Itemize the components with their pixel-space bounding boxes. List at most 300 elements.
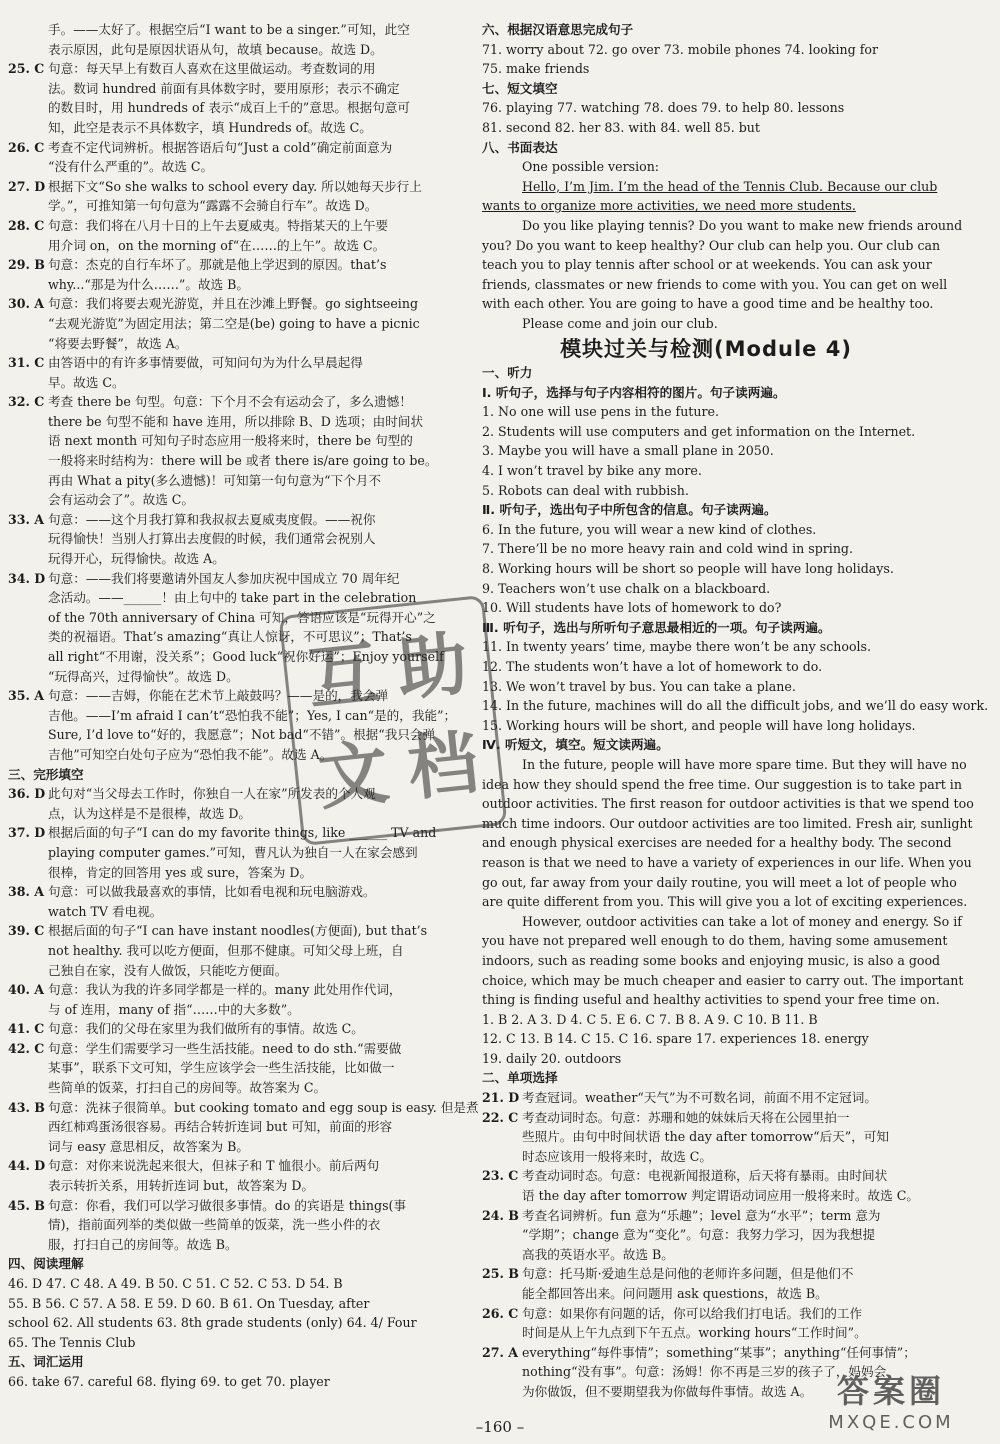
line-text: 八、书面表达 [482,139,558,155]
line-text: you? Do you want to keep healthy? Our club can help you. Our club can [482,237,941,253]
line-text: everything“每件事情”；something“某事”；anything“任何事情”； [522,1344,916,1360]
text-line [8,334,466,354]
line-text: friends, classmates or new friends to come with you. You can get on well [482,276,948,292]
line-text: Please come and join our club. [522,315,718,331]
text-line [482,637,930,657]
line-text: 些简单的饭菜，打扫自己的房间等。故答案为 C。 [48,1080,327,1096]
text-line [482,1108,930,1128]
text-line [8,1019,466,1039]
text-line [482,1206,930,1226]
line-text: 句意：对你来说洗起来很大，但袜子和 T 恤很小。前后两句 [48,1158,380,1174]
text-line [8,1372,466,1392]
text-line [8,1333,466,1353]
line-text: 学。”，可推知第一句句意为“露露不会骑自行车”。故选 D。 [48,198,378,214]
line-text: school 62. All students 63. 8th grade students (only) 64. 4/ Four [8,1315,417,1331]
answer-number: 27. A [482,1344,519,1360]
line-text: 1. No one will use pens in the future. [482,404,719,420]
text-line [482,990,940,1010]
answer-number: 34. D [8,570,46,586]
text-line [482,794,974,814]
line-text: “学期”；change 意为“变化”。句意：我努力学习，因为我想提 [522,1227,876,1243]
line-text: 46. D 47. C 48. A 49. B 50. C 51. C 52. C 53. D 54. B [8,1276,343,1291]
line-text: 句意：我们将要去观光游览，并且在沙滩上野餐。go sightseeing [48,296,419,312]
line-text: 12. The students won’t have a lot of homework to do. [482,659,823,674]
text-line [8,510,466,530]
line-text: 11. In twenty years’ time, maybe there won’t be any schools. [482,639,872,655]
text-line [8,1215,466,1235]
line-text: 13. We won’t travel by bus. You can take a plane. [482,678,796,694]
answer-number: 40. A [8,982,45,998]
line-text: teach you to play tennis after school or at weekends. You can ask your [482,257,932,273]
section-heading [482,79,930,99]
text-line [482,853,972,873]
section-heading [482,618,930,638]
line-text: 考查名词辨析。fun 意为“乐趣”；level 意为“水平”；term 意为 [522,1207,881,1223]
answer-number: 42. C [8,1040,45,1056]
answer-number: 36. D [8,786,46,802]
line-text: 9. Teachers won’t use chalk on a blackboard. [482,580,771,596]
line-text: 81. second 82. her 83. with 84. well 85. but [482,119,760,135]
line-text: 早。故选 C。 [48,374,125,390]
text-line [482,598,930,618]
line-text: “玩得高兴，过得愉快”。故选 D。 [48,668,239,684]
text-line [482,833,952,853]
answer-number: 24. B [482,1207,519,1223]
line-text: 句意：我们的父母在家里为我们做所有的事情。故选 C。 [48,1021,364,1037]
section-heading [482,383,930,403]
text-line [8,1137,466,1157]
text-line [482,402,930,422]
line-text: 根据后面的句子“I can do my favorite things, like ______ TV and [48,825,437,841]
line-text: 吉他。——I’m afraid I can’t“恐怕我不能”；Yes, I can“是的，我能”； [48,707,457,723]
line-text: 句意：——这个月我打算和我叔叔去夏威夷度假。——祝你 [48,511,376,527]
text-line [482,255,930,275]
line-text: why...“那是为什么……”。故选 B。 [48,276,250,292]
text-line [482,422,930,442]
line-text: 句意：我们将在八月十日的上午去夏威夷。特指某天的上午要 [48,217,389,233]
text-line [8,490,466,510]
section-heading [482,138,930,158]
line-text: 点，认为这样是不是很棒，故选 D。 [48,805,252,821]
line-text: 一、听力 [482,365,533,381]
text-line [482,873,957,893]
line-text: 4. I won’t travel by bike any more. [482,463,702,479]
line-text: 的数目时，用 hundreds of 表示“成百上千的”意思。根据句意可 [48,100,410,116]
section-heading [482,20,930,40]
page-number: –160 – [475,1418,525,1436]
text-line [482,775,962,795]
text-line [482,1049,930,1069]
answer-number: 23. C [482,1168,519,1184]
text-line [8,1176,466,1196]
line-text: 能全都回答出来。问问题用 ask questions，故选 B。 [522,1286,828,1301]
text-line [8,451,466,471]
text-line [482,157,930,177]
line-text: 1. B 2. A 3. D 4. C 5. E 6. C 7. B 8. A 9. C 10. B 11. B [482,1011,818,1027]
line-text: 7. There’ll be no more heavy rain and cold wind in spring. [482,541,853,557]
line-text: outdoor activities. The first reason for outdoor activities is that we spend too [482,796,974,812]
line-text: 由答语中的有许多事情要做，可知问句为为什么早晨起得 [48,355,363,371]
line-text: Ⅰ. 听句子，选择与句子内容相符的图片。句子读两遍。 [482,384,786,400]
line-text: 句意：——吉姆，你能在艺术节上敲鼓吗？——是的，我会弹 [48,688,389,704]
line-text: Ⅳ. 听短文，填空。短文读两遍。 [482,737,669,753]
stamp-char: 文 [314,730,393,820]
answer-number: 41. C [8,1021,45,1037]
stamp-char: 助 [393,621,472,711]
line-text: 句意：可以做我最喜欢的事情，比如看电视和玩电脑游戏。 [48,884,376,900]
text-line [482,1166,930,1186]
answer-number: 31. C [8,355,45,371]
line-text: you have not prepared well enough to do them, having some amusement [482,933,948,949]
line-text: 与 of 连用，many of 指“……中的大多数”。 [48,1001,300,1017]
text-line [8,431,466,451]
line-text: 5. Robots can deal with rubbish. [482,482,689,498]
text-line [8,157,466,177]
text-line [482,755,967,775]
text-line [8,40,466,60]
line-text: “去观光游览”为固定用法；第二空是(be) going to have a picnic [48,315,420,331]
line-text: 类的祝福语。That’s amazing“真让人惊讶，不可思议”；That’s [48,629,412,645]
text-line [8,216,466,236]
line-text: 一般将来时结构为：there will be 或者 there is/are going to be。 [48,453,438,469]
text-line [8,843,466,863]
line-text: 服，打扫自己的房间等。故选 B。 [48,1236,238,1252]
text-line [482,314,930,334]
text-line [8,549,466,569]
text-line [8,471,466,491]
line-text: 考查 there be 句型。句意：下个月不会有运动会了，多么遗憾！ [48,394,412,410]
line-text: 语 next month 可知句子时态应用一般将来时，there be 句型的 [48,433,413,449]
line-text: 根据下文“So she walks to school every day. 所以她每天步行上 [48,178,422,194]
text-line [8,1058,466,1078]
text-line [482,40,930,60]
text-line [482,59,930,79]
text-line [482,461,930,481]
text-line [8,569,466,589]
text-line [8,1078,466,1098]
line-text: 此句对“当父母去工作时，你独自一人在家”所发表的个人观 [48,786,376,802]
text-line [8,980,466,1000]
text-line [482,1029,930,1049]
line-text: 表示转折关系，用转折连词 but，故答案为 D。 [48,1178,315,1194]
line-text: 时间是从上午九点到下午五点。working hours“工作时间”。 [522,1325,867,1341]
answer-number: 43. B [8,1099,45,1115]
text-line [8,902,466,922]
line-text: 西红柿鸡蛋汤很容易。再结合转折连词 but 可知，前面的形容 [48,1119,393,1135]
text-line [8,353,466,373]
section-heading [482,363,930,383]
logo-text: 答案圈 [836,1372,945,1410]
line-text: 句意：你看，我们可以学习做很多事情。do 的宾语是 things(事 [48,1197,407,1213]
line-text: are quite different from you. This will give you a lot of exciting experiences. [482,894,968,910]
line-text: 高我的英语水平。故选 B。 [522,1246,674,1262]
line-text: go out, far away from your daily routine, you will meet a lot of people who [482,874,957,890]
line-text: Hello, I’m Jim. I’m the head of the Tennis Club. Because our club [522,178,938,194]
line-text: Ⅱ. 听句子，选出句子中所包含的信息。句子读两遍。 [482,502,777,518]
line-text: Do you like playing tennis? Do you want to make new friends around [522,217,963,233]
module-heading: 模块过关与检测(Module 4) [560,336,852,361]
text-line [8,20,466,40]
line-text: 55. B 56. C 57. A 58. E 59. D 60. B 61. On Tuesday, after [8,1295,370,1311]
text-line [482,520,930,540]
line-text: not healthy. 我可以吃方便面，但那不健康。可知父母上班，自 [48,942,404,958]
text-line [8,79,466,99]
text-line [8,529,466,549]
text-line [8,1156,466,1176]
text-line [482,294,934,314]
watermark-stamp [278,595,507,846]
text-line [482,951,941,971]
line-text: 用介词 on，on the morning of“在……的上午”。故选 C。 [48,237,386,253]
answer-number: 44. D [8,1158,46,1174]
line-text: 玩得开心，玩得愉快。故选 A。 [48,551,225,567]
line-text: 75. make friends [482,61,590,77]
line-text: 五、词汇运用 [8,1354,84,1370]
line-text: 根据后面的句子“I can have instant noodles(方便面), but that’s [48,923,428,939]
text-line [8,1235,466,1255]
section-heading [8,1352,466,1372]
text-line [482,1304,930,1324]
stamp-char: 互 [303,631,383,720]
line-text: of the 70th anniversary of China 可知，答语应该是“玩得开心”之 [48,609,436,625]
answer-number: 35. A [8,688,45,704]
line-text: In the future, people will have more spare time. But they will have no [522,756,967,772]
line-text: 10. Will students have lots of homework to do? [482,600,782,616]
line-text: indoors, such as reading some books and enjoying music, is also a good [482,952,941,968]
text-line [482,931,948,951]
text-line [8,98,466,118]
text-line [482,441,930,461]
text-line [8,1313,466,1333]
answer-number: 25. C [8,61,45,77]
text-line [482,118,930,138]
line-text: nothing“没有事”。句意：汤姆！你不再是三岁的孩子了，妈妈会 [522,1364,887,1380]
answer-number: 28. C [8,217,45,233]
text-line [8,392,466,412]
text-line [8,118,466,138]
line-text: “将要去野餐”，故选 A。 [48,335,188,351]
line-text: 为你做饭，但不要期望我为你做每件事情。故选 A。 [522,1383,813,1399]
answer-number: 33. A [8,511,45,527]
line-text: 8. Working hours will be short so people will have long holidays. [482,561,894,577]
text-line [8,138,466,158]
line-text: 2. Students will use computers and get information on the Internet. [482,423,916,439]
text-line [8,59,466,79]
line-text: 6. In the future, you will wear a new kind of clothes. [482,521,817,537]
section-heading [482,500,930,520]
line-text: 15. Working hours will be short, and people will have long holidays. [482,717,916,733]
logo-domain: MXQE.COM [828,1412,954,1433]
text-line [8,412,466,432]
text-line [8,177,466,197]
line-text: 76. playing 77. watching 78. does 79. to help 80. lessons [482,100,845,116]
text-line [8,1000,466,1020]
line-text: One possible version: [522,159,660,175]
text-line [8,1098,479,1118]
site-logo [796,1366,986,1440]
text-line [482,912,962,932]
line-text: 句意：学生们需要学习一些生活技能。need to do sth.“需要做 [48,1040,402,1056]
line-text: thing is finding useful and healthy activities to spend your free time on. [482,992,940,1008]
line-text: 再由 What a pity(多么遗憾)！可知第一句句意为“下个月不 [48,472,381,488]
text-line [8,941,466,961]
answer-number: 21. D [482,1090,520,1106]
text-line [482,559,930,579]
text-line [482,579,930,599]
line-text: 12. C 13. B 14. C 15. C 16. spare 17. experiences 18. energy [482,1031,869,1047]
text-line [482,814,973,834]
text-line [8,1196,466,1216]
answer-number: 26. C [8,139,45,155]
text-line [8,236,466,256]
line-text: 四、阅读理解 [8,1256,84,1272]
text-line [482,1088,930,1108]
line-text: 些照片。由句中时间状语 the day after tomorrow“后天”，可知 [522,1129,889,1145]
answer-number: 38. A [8,884,45,900]
answer-number: 45. B [8,1197,45,1213]
line-text: 知，此空是表示不具体数字，填 Hundreds of。故选 C。 [48,119,372,135]
line-text: “没有什么严重的”。故选 C。 [48,159,214,175]
line-text: 考查冠词。weather“天气”为不可数名词，前面不用不定冠词。 [522,1090,877,1106]
line-text: 手。——太好了。根据空后“I want to be a singer.”可知，此空 [48,22,410,37]
line-text: 句意：我认为我的许多同学都是一样的。many 此处用作代词， [48,982,402,998]
text-line [482,892,968,912]
line-text: 句意：如果你有问题的话，你可以给我们打电话。我们的工作 [522,1305,863,1321]
line-text: 时态应该用一般将来时，故选 C。 [522,1148,712,1164]
answer-number: 30. A [8,296,45,312]
line-text: 句意：——我们将要邀请外国友人参加庆祝中国成立 70 周年纪 [48,570,400,586]
line-text: idea how they should spend the free time. Our suggestion is to take part in [482,776,962,792]
text-line [482,971,964,991]
text-line [482,1225,930,1245]
text-line [8,863,466,883]
text-line [8,373,466,393]
line-text: all right“不用谢，没关系”；Good luck“祝你好运”；Enjoy yourself [48,649,444,664]
line-text: choice, which may be much cheaper and easier to carry out. The important [482,972,964,988]
stamp-char: 档 [403,721,483,810]
line-text: watch TV 看电视。 [48,903,163,919]
text-line [482,98,930,118]
text-line [8,255,466,275]
answer-number: 39. C [8,923,45,939]
section-heading [482,735,930,755]
line-text: 念活动。——______！由上句中的 take part in the celebration [48,590,417,606]
answer-number: 29. B [8,257,45,273]
section-heading [8,1254,466,1274]
text-line [482,1147,930,1167]
text-line [482,696,989,716]
answer-number: 25. B [482,1266,519,1282]
text-line [482,1186,930,1206]
line-text: 六、根据汉语意思完成句子 [482,22,634,37]
line-text: 七、短文填空 [482,80,558,96]
line-text: reason is that we need to have a variety of experiences in our life. When you [482,854,972,870]
line-text: 14. In the future, machines will do all the difficult jobs, and we’ll do easy work. [482,698,989,714]
line-text: 句意：每天早上有数百人喜欢在这里做运动。考查数词的用 [48,61,376,77]
text-line [482,177,938,197]
line-text: 情)，指前面列举的类似做一些简单的饭菜，洗一些小件的衣 [48,1217,381,1233]
line-text: much time indoors. Our outdoor activities are too limited. Fresh air, sunlight [482,815,973,831]
text-line [8,882,466,902]
line-text: with each other. You are going to have a good time and be healthy too. [482,296,934,312]
text-line [482,1323,930,1343]
section-heading [482,1068,930,1088]
text-line [8,314,466,334]
text-line [8,1294,466,1314]
text-line [482,539,930,559]
text-line [482,196,930,216]
line-text: 吉他”可知空白处句子应为“恐怕我不能”。故选 A。 [48,746,333,762]
text-line [482,1010,930,1030]
text-line [8,1274,466,1294]
line-text: 句意：托马斯·爱迪生总是问他的老师许多问题，但是他们不 [522,1266,854,1282]
line-text: Ⅲ. 听句子，选出与所听句子意思最相近的一项。句子读两遍。 [482,619,831,635]
line-text: 玩得愉快！当别人打算出去度假的时候，我们通常会祝别人 [48,531,376,547]
line-text: 很棒，肯定的回答用 yes 或 sure，答案为 D。 [48,864,313,880]
line-text: 3. Maybe you will have a small plane in 2050. [482,443,774,459]
text-line [8,275,466,295]
answer-number: 37. D [8,825,46,841]
line-text: 考查动词时态。句意：电视新闻报道称，后天将有暴雨。由时间状 [522,1168,888,1184]
text-line [482,1264,930,1284]
line-text: Sure, I’d love to“好的，我愿意”；Not bad“不错”。根据“我只会弹 [48,727,436,743]
line-text: 表示原因，此句是原因状语从句，故填 because。故选 D。 [48,41,383,57]
text-line [8,294,466,314]
line-text: 法。数词 hundred 前面有具体数字时，要用原形；表示不确定 [48,80,400,96]
text-line [8,961,466,981]
line-text: playing computer games.”可知，曹凡认为独自一人在家会感到 [48,844,418,860]
answer-number: 32. C [8,394,45,410]
text-line [482,1245,930,1265]
text-line [8,921,466,941]
text-line [482,657,930,677]
line-text: 71. worry about 72. go over 73. mobile phones 74. looking for [482,41,878,57]
line-text: 二、单项选择 [482,1070,558,1086]
line-text: 65. The Tennis Club [8,1334,136,1350]
line-text: 句意：杰克的自行车坏了。那就是他上学迟到的原因。that’s [48,257,387,273]
text-line [482,1284,930,1304]
text-line [482,716,930,736]
line-text: and enough physical exercises are needed for a healthy body. The second [482,835,952,851]
text-line [482,216,963,236]
answer-number: 26. C [482,1305,519,1321]
text-line [482,1343,930,1363]
answer-number: 27. D [8,178,46,194]
text-line [482,1127,930,1147]
line-text: 己独自在家，没有人做饭，只能吃方便面。 [48,962,288,978]
answer-number: 22. C [482,1109,519,1125]
line-text: there be 句型不能和 have 连用，所以排除 B、D 选项；由时间状 [48,413,424,429]
line-text: 66. take 67. careful 68. flying 69. to get 70. player [8,1373,330,1389]
text-line [482,275,948,295]
line-text: However, outdoor activities can take a lot of money and energy. So if [522,913,962,929]
text-line [482,677,930,697]
line-text: 语 the day after tomorrow 判定谓语动词应用一般将来时。故选 C。 [522,1188,919,1204]
line-text: 句意：洗袜子很简单。but cooking tomato and egg soup is easy. 但是煮 [48,1099,479,1115]
text-line [8,1039,466,1059]
line-text: 某事”，联系下文可知，学生应该学会一些生活技能，比如做一 [48,1060,395,1076]
line-text: 考查不定代词辨析。根据答语后句“Just a cold”确定前面意为 [48,139,393,155]
line-text: 会有运动会了”。故选 C。 [48,492,195,508]
right-column [482,20,989,1402]
text-line [8,196,466,216]
line-text: 词与 easy 意思相反，故答案为 B。 [48,1138,249,1154]
line-text: 三、完形填空 [8,766,84,782]
text-line [8,1117,466,1137]
line-text: 考查动词时态。句意：苏珊和她的妹妹后天将在公园里拍一 [522,1109,850,1125]
text-line [482,481,930,501]
line-text: 19. daily 20. outdoors [482,1050,622,1066]
